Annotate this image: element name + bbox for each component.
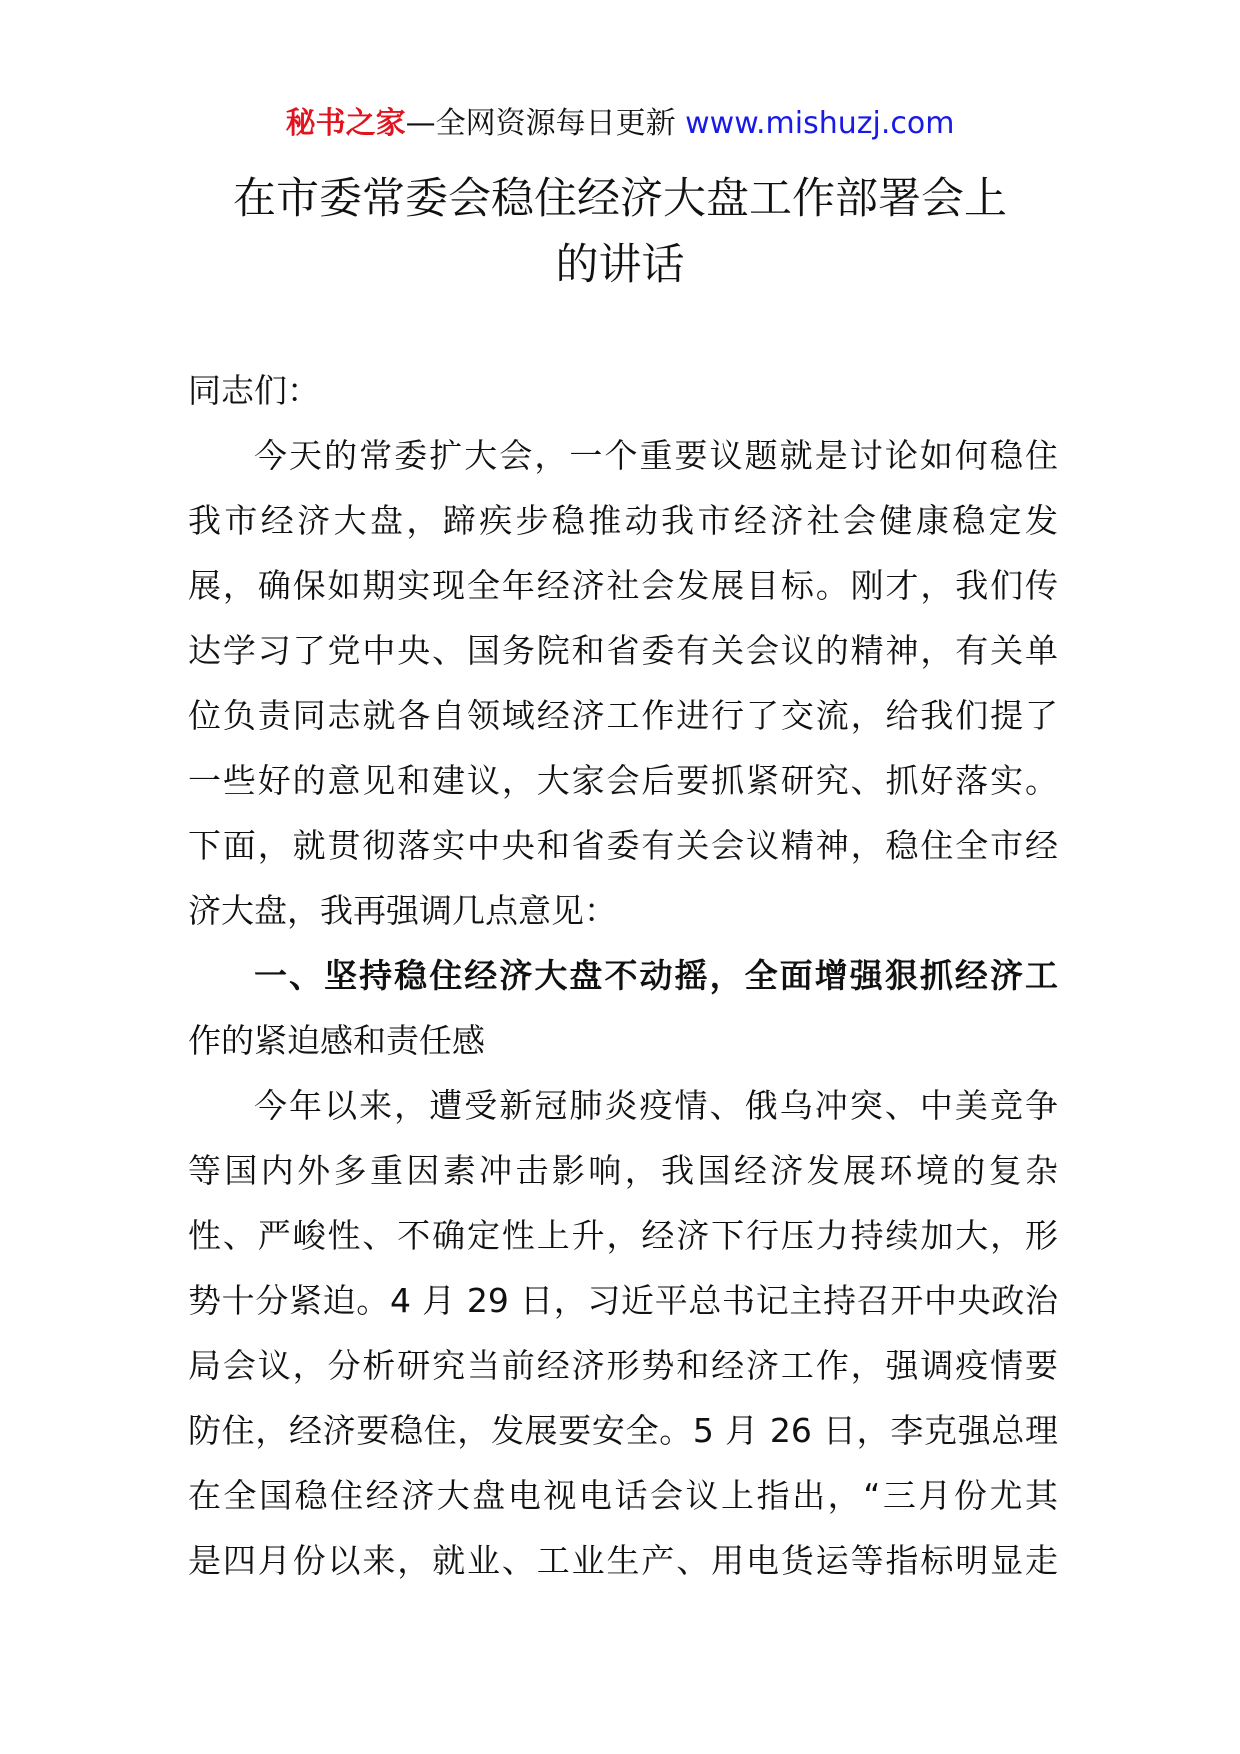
section-heading-1: 一、坚持稳住经济大盘不动摇，全面增强狠抓经济工 xyxy=(254,956,1058,995)
site-name: 秘书之家 xyxy=(285,106,406,141)
paragraph-1-line: 一些好的意见和建议，大家会后要抓紧研究、抓好落实。 xyxy=(188,761,1058,800)
paragraph-1-line: 下面，就贯彻落实中央和省委有关会议精神，稳住全市经 xyxy=(188,826,1058,865)
document-title xyxy=(150,166,1090,298)
paragraph-2-line: 性、严峻性、不确定性上升，经济下行压力持续加大，形 xyxy=(188,1216,1058,1255)
section-heading-1-continued: 作的紧迫感和责任感 xyxy=(188,1021,485,1060)
paragraph-2-line: 局会议，分析研究当前经济形势和经济工作，强调疫情要 xyxy=(188,1346,1058,1385)
site-url-link[interactable]: www.mishuzj.com xyxy=(685,106,955,141)
paragraph-2-line: 等国内外多重因素冲击影响，我国经济发展环境的复杂 xyxy=(188,1151,1058,1190)
paragraph-1-line: 济大盘，我再强调几点意见： xyxy=(188,891,617,930)
paragraph-1-line: 位负责同志就各自领域经济工作进行了交流，给我们提了 xyxy=(188,696,1058,735)
document-title-line-2: 的讲话 xyxy=(555,240,685,290)
paragraph-2-line: 防住，经济要稳住，发展要安全。5 月 26 日，李克强总理 xyxy=(188,1411,1058,1450)
paragraph-2-line: 势十分紧迫。4 月 29 日，习近平总书记主持召开中央政治 xyxy=(188,1281,1058,1320)
paragraph-2-line: 在全国稳住经济大盘电视电话会议上指出，“三月份尤其 xyxy=(188,1476,1058,1515)
paragraph-2-line: 今年以来，遭受新冠肺炎疫情、俄乌冲突、中美竞争 xyxy=(254,1086,1058,1125)
paragraph-2-line: 是四月份以来，就业、工业生产、用电货运等指标明显走 xyxy=(188,1541,1058,1580)
paragraph-1-line: 达学习了党中央、国务院和省委有关会议的精神，有关单 xyxy=(188,631,1058,670)
paragraph-1-line: 展，确保如期实现全年经济社会发展目标。刚才，我们传 xyxy=(188,566,1058,605)
document-title-line-1: 在市委常委会稳住经济大盘工作部署会上 xyxy=(233,174,1007,224)
paragraph-1-line: 今天的常委扩大会，一个重要议题就是讨论如何稳住 xyxy=(254,436,1058,475)
paragraph-1-line: 我市经济大盘，蹄疾步稳推动我市经济社会健康稳定发 xyxy=(188,501,1058,540)
site-header xyxy=(0,104,1240,144)
document-body xyxy=(188,358,1058,1593)
salutation: 同志们： xyxy=(188,371,320,410)
site-tagline: —全网资源每日更新 xyxy=(405,106,676,141)
